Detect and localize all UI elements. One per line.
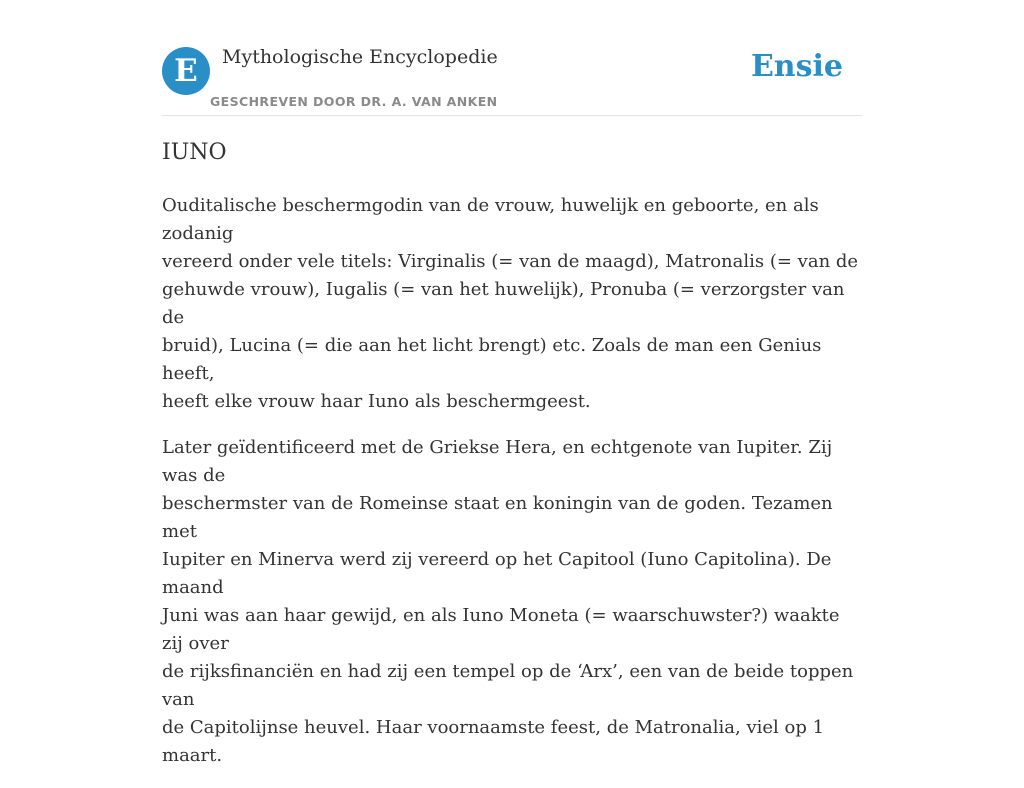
ensie-brand-logo[interactable]: Ensie xyxy=(750,49,843,84)
site-header xyxy=(162,44,862,116)
header-divider xyxy=(162,115,862,116)
encyclopedia-logo-icon[interactable]: E xyxy=(162,47,210,95)
article-paragraph-1: Ouditalische beschermgodin van de vrouw, huwelijk en geboorte, en als zodanig vereerd onder vele titels: Virginalis (= van de maagd), Matronalis (= van de gehuwde vrouw), Iugalis (= van het huwelijk), Pronuba (= verzorgster van de bruid), Lucina (= die aan het licht brengt) etc. Zoals de man een Genius heeft, heeft elke vrouw haar Iuno als beschermgeest. xyxy=(162,195,859,412)
article-body xyxy=(162,192,862,788)
author-line: GESCHREVEN DOOR DR. A. VAN ANKEN xyxy=(210,94,498,109)
encyclopedia-title-link[interactable]: Mythologische Encyclopedie xyxy=(222,46,498,68)
article-paragraph-2: Later geïdentificeerd met de Griekse Hera, en echtgenote van Iupiter. Zij was de beschermster van de Romeinse staat en koningin van de goden. Tezamen met Iupiter en Minerva werd zij vereerd op het Capitool (Iuno Capitolina). De maand Juni was aan haar gewijd, en als Iuno Moneta (= waarschuwster?) waakte zij over de rijksfinanciën en had zij een tempel op de ‘Arx’, een van de beide toppen van de Capitolijnse heuvel. Haar voornaamste feest, de Matronalia, viel op 1 maart. xyxy=(162,437,854,766)
article-title: IUNO xyxy=(162,140,227,165)
